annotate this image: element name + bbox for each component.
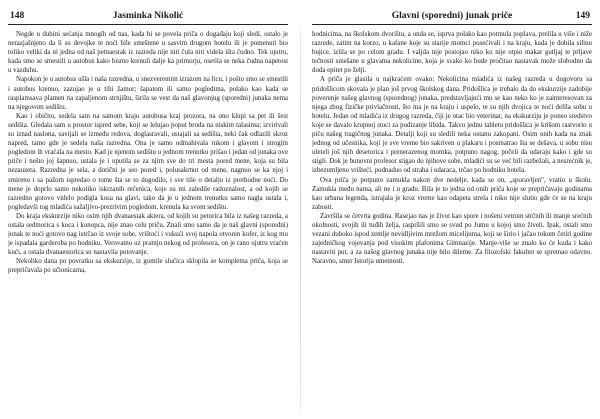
right-page-number: 149 [575, 11, 590, 21]
left-paragraph-5: Nekoliko dana po povratku sa ekskurzije, iz gomile slučica sklopila se kompletna priča, koja se prepričavala po učionicama, [8, 258, 288, 275]
left-page-number: 148 [10, 11, 25, 21]
left-running-header: Jasminka Nikolić [112, 11, 184, 21]
right-header-rule [312, 24, 592, 25]
left-paragraph-4: Do kraja ekskurzije niko osim njih dvanaestak aktera, od kojih su petorica bila iz našeg razreda, a ostala sedmorica s koca i konopca, nije znao celu priču. Znali smo samo da je naš glavni (sporedni) junak te noći gotovo nag istrčao iz svoje sobe, vrištoći i vukući svoj napola otvoren kofer, iz kog mu je ispadala garderoba po hodniku. Verovatno uz pratnju nekog od profesora, on je rano ujutru vraćen kući, a ostala dvanaestorica su nastavila putovanje. [8, 212, 288, 257]
right-paragraph-1: hodnicima, na školskom dvorištu, a onda se, isprva polako kao potmula poplava, prelila u više i niže razrede, zatim na korzo, u kafane koje su starije momci posećivali i na kraju, kada je dobila silinu bujice, izlila se po celom gradu. I valjda nije postojao niko ko nije otpio makar gutljaj te prljave tečnosti smešane u glavama nekolicine, koja je svako ko bude pročitao nastavak može slobodno da doda epitet po želji. [312, 31, 592, 75]
right-paragraph-4: Završila se četvrta godina. Rasejao nas je život kao spore i nošeni vetrom strčnih ili manje srećnih okolnosti, svojih ili tuđih želja, raspršili smo se svud po Jumu u kojoj smo živeli. Ipak, ostali smo vezani duboko ispod zemlje nevidljivim mrežom micelijuma, koji se širio i jačao tokom četiri godine zajedničkog vojevanja pod visokim plafonima Gimnazije. Manje-više se znalo ko će kuda i kako nastaviti put, a za našeg glavnog junaka nije bilo dileme. Za filozofski fakultet se spremao odavno. Naravno, smer Istorija umetnosti. [312, 212, 592, 266]
left-paragraph-1: Negde u dubini sećanja mnogih od nas, kada bi se povela priča o događaju koji sledi, ostalo je nerazjašnjeno da li su devojke te noći bile smeštene u sasvim drugom hotelu ili je pomenuti bio toliko veliki da ni jedna od naš petnaestak iz razreda nije niti čula niti videla išta čudno. Tek ujutru, kada smo se smestili u autobus kako bismo krenuli dalje ka primorju, osetila se neka čudna napetost u vazduhu. [8, 31, 288, 75]
right-paragraph-2: A priča je glasila u najkraćem ovako: Nekolicina mladića iz našeg razreda u dogovoru sa pridošlicom skovala je plan još prvog školskog dana. Pridošlica je trebalo da do ekskurzije zadobije poverenje našeg glavnog (sporednog) junaka, predstavljajući mu se kao neko ko je zainteresovan za njega zbog fizičke privlačnosti, što ma je na kraju i uspelo, te su njih dvojica te noći delila sobu u hotelu. Jedan od mladića iz drugog razreda, čiji je otac bio veterinar, na ekskurziju je poneo sredstvo koje se davalo krupnoj stoci za podizanje libida. Takvu jednu tabletu pridošlica je krišom rastvorio u piću našeg tragičnog junaka. Detalji koji su sledili neka ostanu zakopani. Osim onih kada na znak jednog od učesnika, koji je sve vreme bio sakriven u plakaru i posmatrao šta se dešava, u sobu nisu uleteli još njih desetorica i prenerazenog momka, potpuno nagog, počeli da udaraju kako i gde su stigli. Dok je bunovni profesor stigao do njihove sobe, mladići su se već bili razbežali, a nesrećnik je, izbezumljeno vrišteći, podnaduo od straha i udaraca, trčao po hodniku hotela. [312, 76, 592, 175]
right-paragraph-3: Ova priča je potpuno zamukla nakon dve nedelje, kada se on, „sporavljen", vratio u školu. Zamukla među nama, ali ne i u gradu. Bila je to jedna od onih priča koje se prepričavaju godinama kao urbana legenda, istrajala je kroz vreme kao odapeta strela i niko nije slutio gde će se na kraju zabosti. [312, 176, 592, 211]
left-page-header [8, 10, 288, 23]
left-page [8, 0, 288, 419]
right-page-body [312, 30, 592, 415]
book-gutter [300, 30, 301, 410]
right-page-header [312, 10, 592, 23]
right-running-header: Glavni (sporedni) junak priče [391, 11, 513, 21]
left-paragraph-2: Napokon je u autobus ušla i naša razredna, u snezveremim izrazom na licu, i pošto smo se smestili i autobus krenuo, zazujao je u tihi žamor; šapatom ili samo pogledima, polako kao kada se rasplamsava plamen na zapaljenom strnjištu, širila se vest da naš glavonjug (sporedni) junaka nema na njegovom sedištu. [8, 76, 288, 111]
right-page [312, 0, 592, 419]
left-header-rule [8, 24, 288, 25]
left-paragraph-3: Kao i obično, sedela sam na samom kraju autobusa kraj prozora, na ono klupi sa pet ili šest sedišta. Gledala sam u prostor ispred sebe, koji se lelujao poput broda na niskim talasima; izvirivali su iznad naslona, savijali se između redova, doglasravali, ustajali sa sedišta, neki čak odlazili skroz napred, tamo gde je sedela naša razredna. Ona je samo odmahivala rukom i glavom i strogim pogledom ih vraćala na mesto. Kad je njenom sedištu u jednom trenutku prišao i jedan od junaka ove priče i nešto joj šapnuo, ustala je i uputila se za njim sve do tri mesta pored mene, koja su bila nezauzeta. Razredna je sela, a dotični je seo pored i, polusakrnut od mene, nagnuo se ka njoj i smireno i sa pažom ispredao o tome šta se to dogodilo, i sve tiše o detalju iz prethodne noći. Do mene je doprlo samo nekoliko iskrzanih rečenica, koje su mi zaledile radoznalost, a od kojih se razredno gotovo videlo podigla kosa na glavi, tako da je u jednom trenutku samo nagla ustala i, pogledavši tog mladića sažaljivo-prezrivim pogledom, krenula ka svom sedištu. [8, 112, 288, 211]
left-page-body [8, 30, 288, 415]
